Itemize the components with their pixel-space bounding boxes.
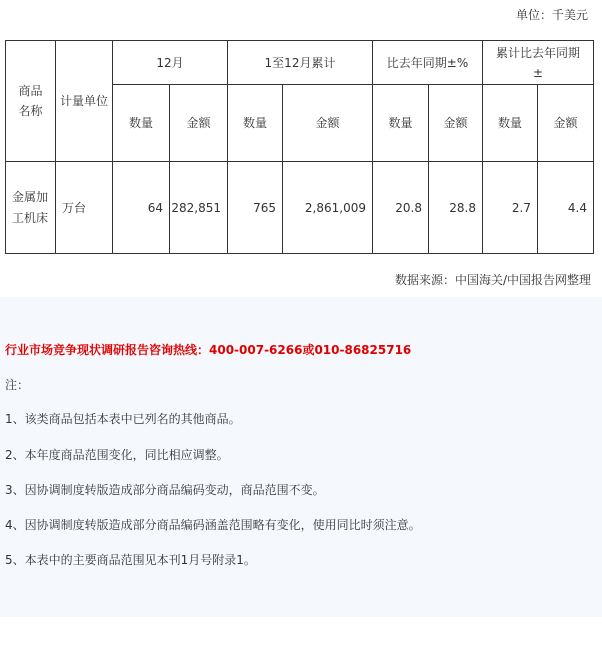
note-item: 2、本年度商品范围变化，同比相应调整。	[5, 448, 229, 462]
consult-hotline: 行业市场竞争现状调研报告咨询热线：400-007-6266或010-86825716	[5, 343, 412, 357]
trade-table	[5, 40, 594, 254]
cell-product-name: 金属加工机床	[6, 162, 56, 254]
header-cum-qty: 数量	[228, 85, 283, 162]
note-item: 1、该类商品包括本表中已列名的其他商品。	[5, 412, 241, 426]
header-yoy-amt: 金额	[429, 85, 483, 162]
notes-label: 注：	[5, 378, 30, 392]
header-cumyoy-qty: 数量	[483, 85, 538, 162]
header-dec-qty: 数量	[113, 85, 170, 162]
unit-label: 单位：千美元	[515, 8, 588, 22]
cell-yoy-qty: 20.8	[373, 162, 429, 254]
cell-cum-amt: 2,861,009	[283, 162, 373, 254]
cell-cumyoy-amt: 4.4	[538, 162, 594, 254]
cell-cum-qty: 765	[228, 162, 283, 254]
header-product-name: 商品名称	[6, 41, 56, 162]
header-december: 12月	[113, 41, 228, 85]
cell-dec-amt: 282,851	[170, 162, 228, 254]
header-cumyoy-amt: 金额	[538, 85, 594, 162]
data-source: 数据来源：中国海关/中国报告网整理	[394, 273, 591, 287]
header-cum-amt: 金额	[283, 85, 373, 162]
cell-measure-unit: 万台	[56, 162, 113, 254]
header-cumulative: 1至12月累计	[228, 41, 373, 85]
header-measure-unit: 计量单位	[56, 41, 113, 162]
header-yoy-qty: 数量	[373, 85, 429, 162]
note-item: 3、因协调制度转版造成部分商品编码变动，商品范围不变。	[5, 483, 325, 497]
note-item: 4、因协调制度转版造成部分商品编码涵盖范围略有变化，使用同比时须注意。	[5, 518, 421, 532]
cell-dec-qty: 64	[113, 162, 170, 254]
table-row	[6, 162, 594, 254]
header-dec-amt: 金额	[170, 85, 228, 162]
header-cumulative-yoy: 累计比去年同期±	[483, 41, 594, 85]
header-yoy: 比去年同期±%	[373, 41, 483, 85]
cell-yoy-amt: 28.8	[429, 162, 483, 254]
note-item: 5、本表中的主要商品范围见本刊1月号附录1。	[5, 553, 256, 567]
cell-cumyoy-qty: 2.7	[483, 162, 538, 254]
